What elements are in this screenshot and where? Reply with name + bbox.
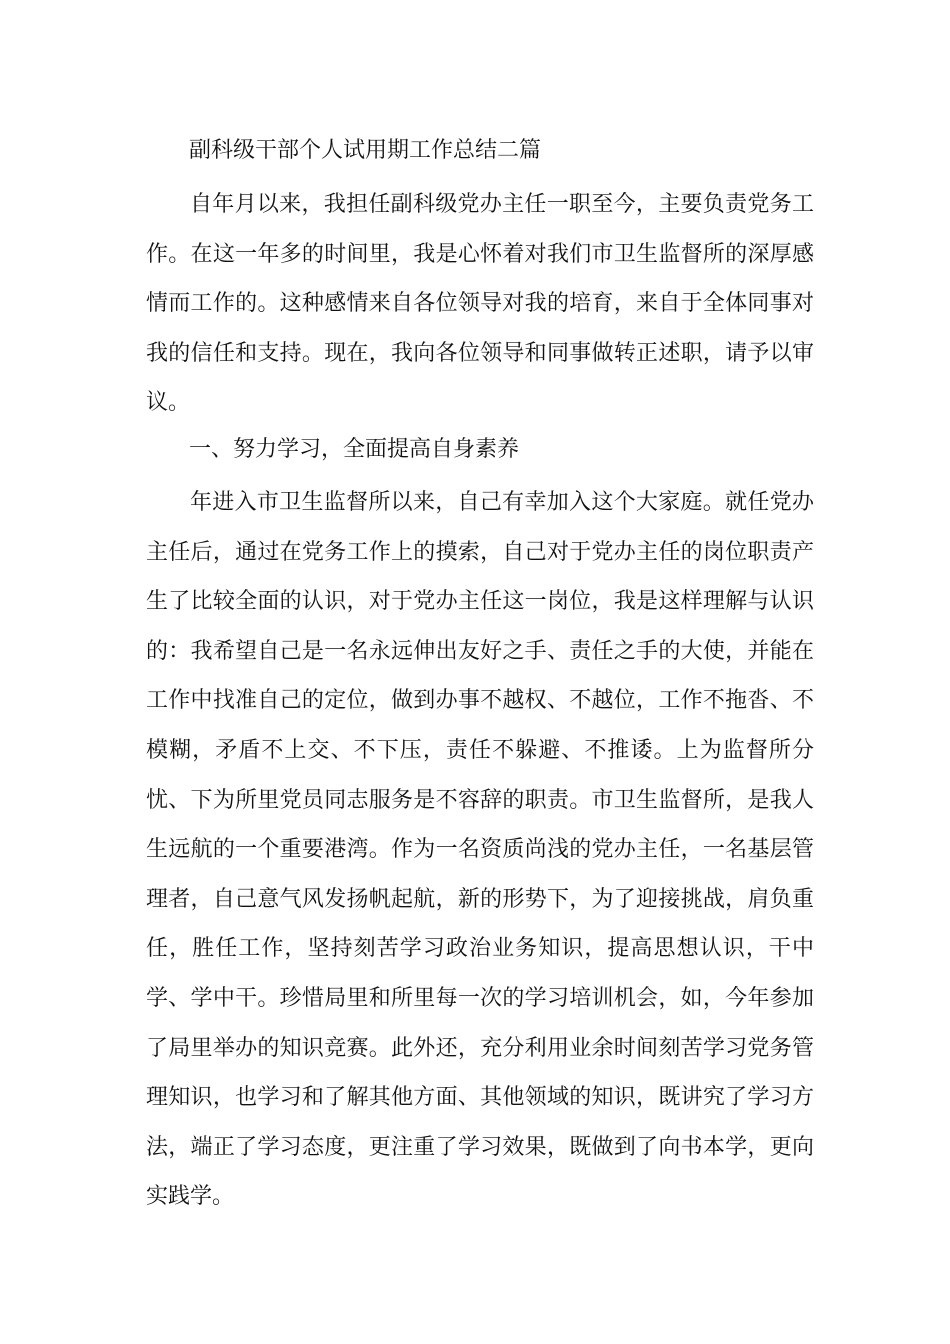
intro-paragraph: 自年月以来，我担任副科级党办主任一职至今，主要负责党务工作。在这一年多的时间里，我是心怀着对我们市卫生监督所的深厚感情而工作的。这种感情来自各位领导对我的培育，来自于全体同事对我的信任和支持。现在，我向各位领导和同事做转正述职，请予以审议。: [146, 192, 814, 416]
section-body-paragraph: 年进入市卫生监督所以来，自己有幸加入这个大家庭。就任党办主任后，通过在党务工作上的摸索，自己对于党办主任的岗位职责产生了比较全面的认识，对于党办主任这一岗位，我是这样理解与认识的：我希望自己是一名永远伸出友好之手、责任之手的大使，并能在工作中找准自己的定位，做到办事不越权、不越位，工作不拖沓、不模糊，矛盾不上交、不下压，责任不躲避、不推诿。上为监督所分忧、下为所里党员同志服务是不容辞的职责。市卫生监督所，是我人生远航的一个重要港湾。作为一名资质尚浅的党办主任，一名基层管理者，自己意气风发扬帆起航，新的形势下，为了迎接挑战，肩负重任，胜任工作，坚持刻苦学习政治业务知识，提高思想认识，干中学、学中干。珍惜局里和所里每一次的学习培训机会，如，今年参加了局里举办的知识竞赛。此外还，充分利用业余时间刻苦学习党务管理知识，也学习和了解其他方面、其他领域的知识，既讲究了学习方法，端正了学习态度，更注重了学习效果，既做到了向书本学，更向实践学。: [146, 490, 814, 1210]
section-heading: 一、努力学习，全面提高自身素养: [189, 437, 520, 462]
document-title: 副科级干部个人试用期工作总结二篇: [189, 138, 542, 163]
